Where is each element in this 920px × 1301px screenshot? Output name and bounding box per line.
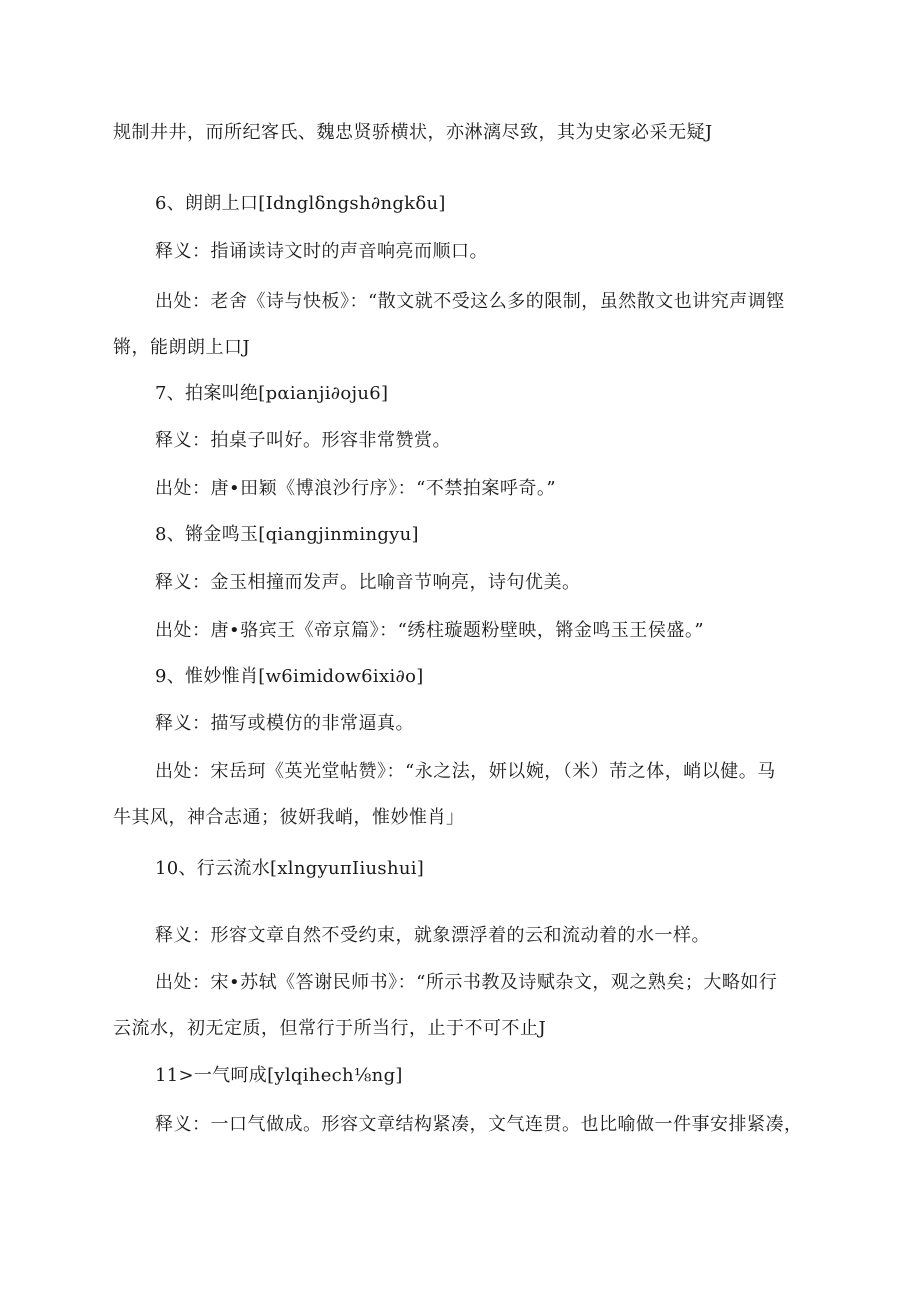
entry-source: 出处：唐•骆宾王《帝京篇》：“绣柱璇题粉壁映，锵金鸣玉王侯盛。” <box>155 620 705 641</box>
entry-heading: 8、锵金鸣玉[qiangjinmingyu] <box>155 524 419 545</box>
entry-source: 出处：宋岳珂《英光堂帖赞》：“永之法，妍以婉，（米）芾之体，峭以健。马 <box>155 761 776 782</box>
entry-heading: 9、惟妙惟肖[w6imidow6ixi∂o] <box>155 666 424 687</box>
entry-definition: 释义：指诵读诗文时的声音响亮而顺口。 <box>155 241 488 262</box>
entry-source-continued: 牛其风，神合志通；彼妍我峭，惟妙惟肖」 <box>113 807 465 828</box>
entry-source-continued: 云流水，初无定质，但常行于所当行，止于不可不止J <box>113 1018 547 1039</box>
entry-source: 出处：唐•田颖《博浪沙行序》：“不禁拍案呼奇。” <box>155 478 557 499</box>
entry-definition: 释义：拍桌子叫好。形容非常赞赏。 <box>155 430 451 451</box>
entry-source: 出处：宋•苏轼《答谢民师书》：“所示书教及诗赋杂文，观之熟矣；大略如行 <box>155 972 778 993</box>
entry-definition: 释义：金玉相撞而发声。比喻音节响亮，诗句优美。 <box>155 572 581 593</box>
entry-heading: 7、拍案叫绝[pαianji∂oju6] <box>155 383 389 404</box>
entry-source-continued: 锵，能朗朗上口J <box>113 337 251 358</box>
entry-definition: 释义：一口气做成。形容文章结构紧凑，文气连贯。也比喻做一件事安排紧凑， <box>155 1114 803 1135</box>
entry-heading: 10、行云流水[xlngyuπIiushui] <box>155 858 425 879</box>
entry-heading: 6、朗朗上口[Idnglδngsh∂ngkδu] <box>155 193 446 214</box>
entry-heading: 11>一气呵成[ylqihech⅛ng] <box>155 1065 403 1086</box>
entry-definition: 释义：形容文章自然不受约束，就象漂浮着的云和流动着的水一样。 <box>155 925 710 946</box>
entry-source: 出处：老舍《诗与快板》：“散文就不受这么多的限制，虽然散文也讲究声调铿 <box>155 291 785 312</box>
text-line: 规制井井，而所纪客氏、魏忠贤骄横状，亦淋漓尽致，其为史家必采无疑J <box>113 122 713 143</box>
entry-definition: 释义：描写或模仿的非常逼真。 <box>155 713 414 734</box>
